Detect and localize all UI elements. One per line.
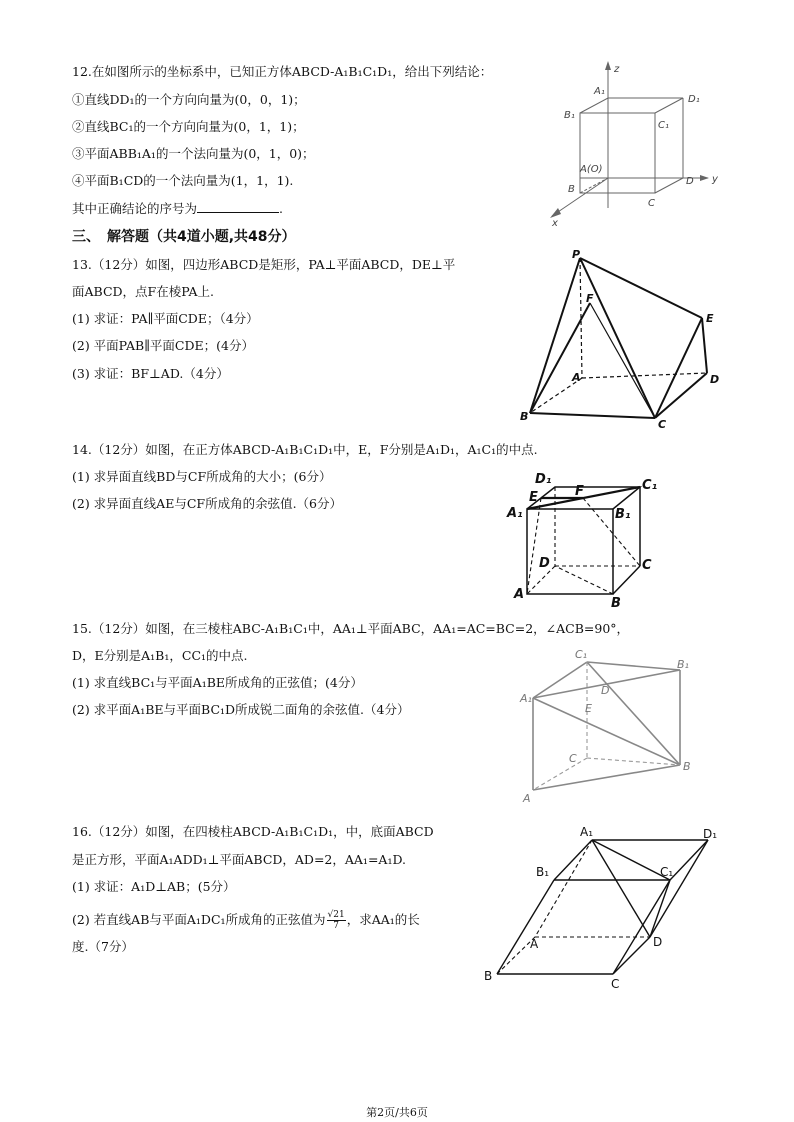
q16-prism-figure	[480, 822, 730, 992]
q15-label-C: C	[569, 752, 577, 765]
q15-label-C1: C₁	[575, 648, 588, 661]
q13-stem-line1: 13.（12分）如图，四边形ABCD是矩形，PA⊥平面ABCD，DE⊥平	[72, 257, 456, 272]
q14-label-F: F	[575, 484, 584, 499]
q12-label-y: y	[712, 174, 718, 185]
q15-label-B1: B₁	[677, 658, 689, 671]
q16-label-A: A	[530, 937, 539, 951]
q12-label-C1: C₁	[658, 120, 669, 131]
q14-label-A1: A₁	[507, 506, 523, 521]
q12-ask-text: 其中正确结论的序号为	[72, 201, 198, 216]
q12-conclusion-4: ④平面B₁CD的一个法向量为(1，1，1).	[72, 173, 294, 188]
q12-label-A1: A₁	[594, 86, 605, 97]
q16-part-1: (1) 求证：A₁D⊥AB；(5分）	[72, 879, 236, 894]
q13-part-1: (1) 求证：PA∥平面CDE；（4分）	[72, 311, 259, 326]
q12-conclusion-1: ①直线DD₁的一个方向向量为(0，0，1)；	[72, 92, 306, 107]
q16-part-2	[72, 910, 420, 931]
q12-top-back	[580, 98, 683, 113]
fraction-numerator: √21	[327, 910, 345, 920]
q14-label-E: E	[529, 490, 538, 505]
page-footer: 第2页/共6页	[366, 1106, 428, 1119]
q15-label-A1: A₁	[520, 692, 532, 705]
q14-stem: 14.（12分）如图，在正方体ABCD-A₁B₁C₁D₁中，E，F分别是A₁D₁，A₁C₁的中点.	[72, 442, 538, 457]
q13-part-2: (2) 平面PAB∥平面CDE；(4分）	[72, 338, 254, 353]
section-3-heading: 三、 解答题（共4道小题,共48分）	[72, 229, 296, 245]
answer-blank	[197, 200, 279, 213]
q13-label-D: D	[710, 373, 720, 386]
q15-part-1: (1) 求直线BC₁与平面A₁BE所成角的正弦值；(4分）	[72, 675, 363, 690]
q12-label-AO: A(O)	[580, 164, 603, 175]
q14-label-D1: D₁	[535, 472, 552, 487]
q13-label-B: B	[520, 410, 529, 423]
q16-stem-line2: 是正方形，平面A₁ADD₁⊥平面ABCD，AD=2，AA₁=A₁D.	[72, 852, 407, 867]
q14-label-B1: B₁	[615, 507, 631, 522]
q14-cube-figure	[505, 465, 680, 610]
q13-part-3: (3) 求证：BF⊥AD.（4分）	[72, 366, 229, 381]
q14-label-C1: C₁	[642, 478, 658, 493]
q12-conclusion-3: ③平面ABB₁A₁的一个法向量为(0，1，0)；	[72, 146, 315, 161]
q15-label-D: D	[601, 684, 610, 697]
q15-part-2: (2) 求平面A₁BE与平面BC₁D所成锐二面角的余弦值.（4分）	[72, 702, 410, 717]
q15-label-A: A	[523, 792, 531, 805]
q13-label-F: F	[586, 292, 594, 305]
q16-label-B: B	[484, 969, 493, 983]
q13-stem-line2: 面ABCD，点F在棱PA上.	[72, 284, 214, 299]
q15-stem-line2: D，E分别是A₁B₁，CC₁的中点.	[72, 648, 248, 663]
q16-label-D: D	[653, 935, 663, 949]
q16-part-2-text-b: ，求AA₁的长	[346, 912, 420, 927]
q15-label-E: E	[585, 702, 592, 715]
q13-label-A: A	[572, 371, 581, 384]
q16-label-D1: D₁	[703, 827, 718, 841]
fraction-denominator: 7	[333, 921, 339, 931]
q16-label-B1: B₁	[536, 865, 550, 879]
q12-stem: 12.在如图所示的坐标系中，已知正方体ABCD-A₁B₁C₁D₁，给出下列结论：	[72, 64, 493, 79]
q12-label-B1: B₁	[564, 110, 575, 121]
q16-stem-line1: 16.（12分）如图，在四棱柱ABCD-A₁B₁C₁D₁，中，底面ABCD	[72, 824, 434, 839]
q13-label-C: C	[658, 418, 667, 431]
q14-label-C: C	[642, 558, 652, 573]
q16-label-A1: A₁	[580, 825, 594, 839]
q16-part-2-text-a: (2) 若直线AB与平面A₁DC₁所成角的正弦值为	[72, 912, 326, 927]
q16-label-C1: C₁	[660, 865, 674, 879]
q12-cube-figure	[530, 58, 730, 228]
q12-label-D1: D₁	[688, 94, 700, 105]
q12-ask	[72, 200, 283, 217]
q15-prism-figure	[515, 640, 700, 810]
q13-label-P: P	[572, 248, 581, 261]
q14-part-2: (2) 求异面直线AE与CF所成角的余弦值.（6分）	[72, 496, 342, 511]
q13-label-E: E	[706, 312, 714, 325]
q12-label-x: x	[552, 218, 558, 229]
q12-conclusion-2: ②直线BC₁的一个方向向量为(0，1，1)；	[72, 119, 305, 134]
q15-label-B: B	[683, 760, 691, 773]
q16-label-C: C	[611, 977, 620, 991]
q13-pyramid-figure	[510, 248, 725, 433]
q15-stem-line1: 15.（12分）如图，在三棱柱ABC-A₁B₁C₁中，AA₁⊥平面ABC，AA₁=AC=BC=2，∠ACB=90°，	[72, 621, 630, 636]
q12-label-z: z	[614, 64, 620, 75]
q12-ask-end: .	[279, 201, 283, 216]
q14-label-A: A	[514, 587, 525, 602]
q12-label-B: B	[568, 184, 575, 195]
q14-label-D: D	[539, 556, 550, 571]
q14-part-1: (1) 求异面直线BD与CF所成角的大小；(6分）	[72, 469, 332, 484]
q16-part-2-end: 度.（7分）	[72, 939, 134, 954]
q12-label-C: C	[648, 198, 655, 209]
q12-label-D: D	[686, 176, 694, 187]
q12-front-face	[580, 113, 655, 193]
q14-label-B: B	[611, 596, 621, 611]
sqrt21-over-7-fraction	[327, 910, 346, 931]
